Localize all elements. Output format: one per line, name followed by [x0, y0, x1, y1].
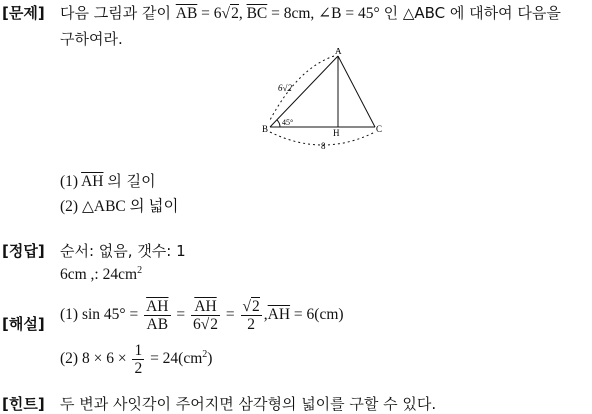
solution-label: [해설]	[2, 315, 45, 333]
fraction-3-denominator: 2	[247, 316, 256, 333]
hint-label: [힌트]	[2, 395, 45, 413]
answer-values: 6cm ,: 24cm	[60, 266, 138, 284]
segment-ab: $\overline{AB}$	[175, 5, 198, 22]
question-1-number: (1)	[60, 173, 79, 190]
fraction-root2-2: $\frac{√2}{2}$	[242, 298, 260, 333]
angle-b-value: 45°	[282, 118, 294, 127]
triangle-figure	[258, 48, 398, 156]
fraction-2-denominator-root: 2	[210, 316, 219, 333]
comma: ,	[238, 5, 243, 22]
eq-ab: = 6	[201, 5, 222, 22]
solution-2-exponent: 2	[202, 348, 208, 360]
fraction-1-numerator: $\overline{AH}$	[146, 298, 169, 315]
problem-label: [문제]	[2, 4, 45, 22]
fraction-ah-ab	[144, 298, 170, 333]
vertex-h-label: H	[333, 128, 340, 138]
solution-1-lead: (1) sin 45° =	[60, 306, 139, 324]
solution-2-lead: (2) 8 × 6 ×	[60, 350, 127, 368]
vertex-b-label: B	[262, 124, 269, 134]
segment-ah: $\overline{AH}$	[81, 173, 104, 190]
fraction-half-denominator: 2	[134, 360, 143, 377]
hint-text: 두 변과 사잇각이 주어지면 삼각형의 넓이를 구할 수 있다.	[60, 395, 437, 413]
side-bc-length: 8	[321, 141, 326, 151]
fraction-3-numerator-root: 2	[252, 298, 260, 315]
solution-1-result: = 6(cm)	[293, 306, 344, 324]
fraction-ah-6root2: $\frac{\overline{AH}}{6√2}$	[193, 298, 219, 333]
solution-2-result: = 24(cm	[150, 350, 203, 368]
equals-1: =	[176, 306, 186, 324]
answer-line-2	[60, 265, 142, 284]
fraction-2-denominator-coef: 6	[193, 316, 201, 333]
problem-line-1: 다음 그림과 같이 $\overline{AB} = 6√2$, $\overline{BC} = 8cm$, ∠B = 45° 인 △ABC 에 대하여 다음을	[60, 4, 561, 22]
answer-line-1: 순서: 없음, 갯수: 1	[60, 242, 186, 260]
fraction-1-denominator: AB	[146, 316, 169, 333]
problem-suffix: 인 △ABC 에 대하여 다음을	[383, 4, 561, 22]
segment-bc: $\overline{BC}$	[246, 5, 268, 22]
sqrt-2: 2	[231, 5, 239, 22]
problem-prefix: 다음 그림과 같이	[60, 4, 171, 22]
angle-b-arc	[277, 120, 280, 127]
question-1-text: 의 길이	[107, 172, 156, 190]
question-2-text: △ABC 의 넓이	[81, 198, 179, 215]
side-ab-length: 6√2	[278, 83, 292, 93]
problem-line-2: 구하여라.	[60, 30, 123, 48]
segment-ah-result: $\overline{AH}$	[267, 306, 291, 324]
fraction-2-numerator: $\overline{AH}$	[191, 298, 220, 316]
question-2	[60, 194, 178, 216]
eq-bc: = 8cm, ∠B = 45°	[271, 5, 380, 22]
fraction-half-numerator: 1	[134, 342, 143, 359]
equals-2: =	[225, 306, 235, 324]
solution-2-close: )	[207, 350, 213, 368]
solution-line-1: (1) sin 45° = $\frac{\overline{AH}}{AB}$ = $\frac{\overline{AH}}{6√2}$ = $\frac{√2}{2}$ $,\overline{AH} = 6(cm)$	[60, 298, 344, 333]
fraction-one-half	[132, 342, 144, 377]
answer-label: [정답]	[2, 242, 45, 260]
question-1	[60, 170, 156, 191]
side-ac-line	[338, 56, 375, 127]
solution-line-2	[60, 342, 212, 377]
vertex-c-label: C	[376, 124, 383, 134]
answer-unit-exponent: 2	[137, 265, 143, 276]
vertex-a-label: A	[335, 48, 342, 56]
question-2-number: (2)	[60, 198, 79, 215]
